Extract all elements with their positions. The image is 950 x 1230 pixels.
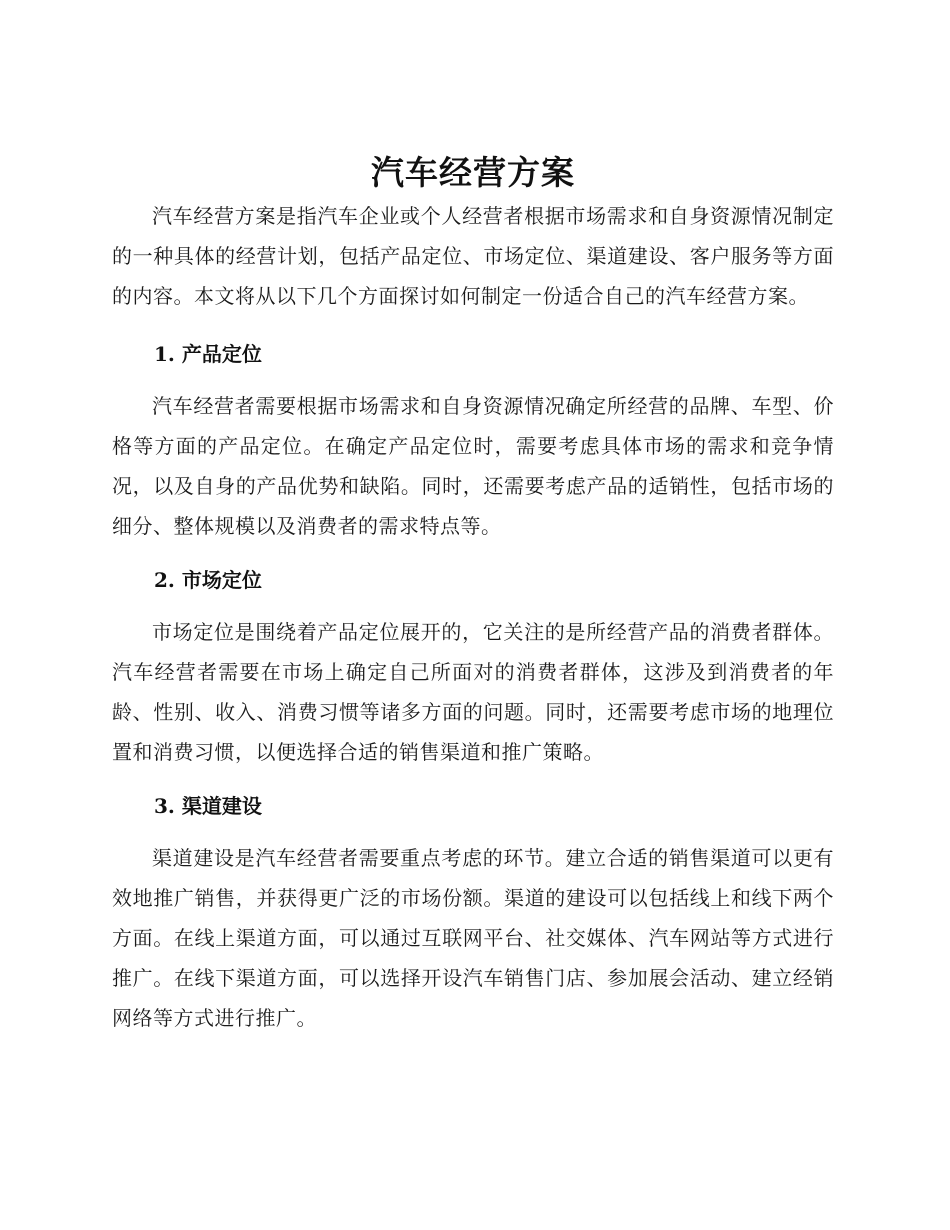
- section-heading-market-positioning: 2. 市场定位: [154, 568, 262, 592]
- intro-paragraph: 汽车经营方案是指汽车企业或个人经营者根据市场需求和自身资源情况制定的一种具体的经营计划，包括产品定位、市场定位、渠道建设、客户服务等方面的内容。本文将从以下几个方面探讨如何制定一份适合自己的汽车经营方案。: [112, 204, 834, 308]
- section-body-product-positioning: 汽车经营者需要根据市场需求和自身资源情况确定所经营的品牌、车型、价格等方面的产品定位。在确定产品定位时，需要考虑具体市场的需求和竞争情况，以及自身的产品优势和缺陷。同时，还需要考虑产品的适销性，包括市场的细分、整体规模以及消费者的需求特点等。: [112, 394, 834, 538]
- section-heading-channel-building: 3. 渠道建设: [154, 794, 262, 818]
- section-body-channel-building: 渠道建设是汽车经营者需要重点考虑的环节。建立合适的销售渠道可以更有效地推广销售，并获得更广泛的市场份额。渠道的建设可以包括线上和线下两个方面。在线上渠道方面，可以通过互联网平台、社交媒体、汽车网站等方式进行推广。在线下渠道方面，可以选择开设汽车销售门店、参加展会活动、建立经销网络等方式进行推广。: [112, 846, 834, 1030]
- document-title: 汽车经营方案: [371, 153, 575, 192]
- section-body-market-positioning: 市场定位是围绕着产品定位展开的，它关注的是所经营产品的消费者群体。汽车经营者需要在市场上确定自己所面对的消费者群体，这涉及到消费者的年龄、性别、收入、消费习惯等诸多方面的问题。同时，还需要考虑市场的地理位置和消费习惯，以便选择合适的销售渠道和推广策略。: [112, 620, 834, 764]
- section-heading-product-positioning: 1. 产品定位: [154, 342, 262, 366]
